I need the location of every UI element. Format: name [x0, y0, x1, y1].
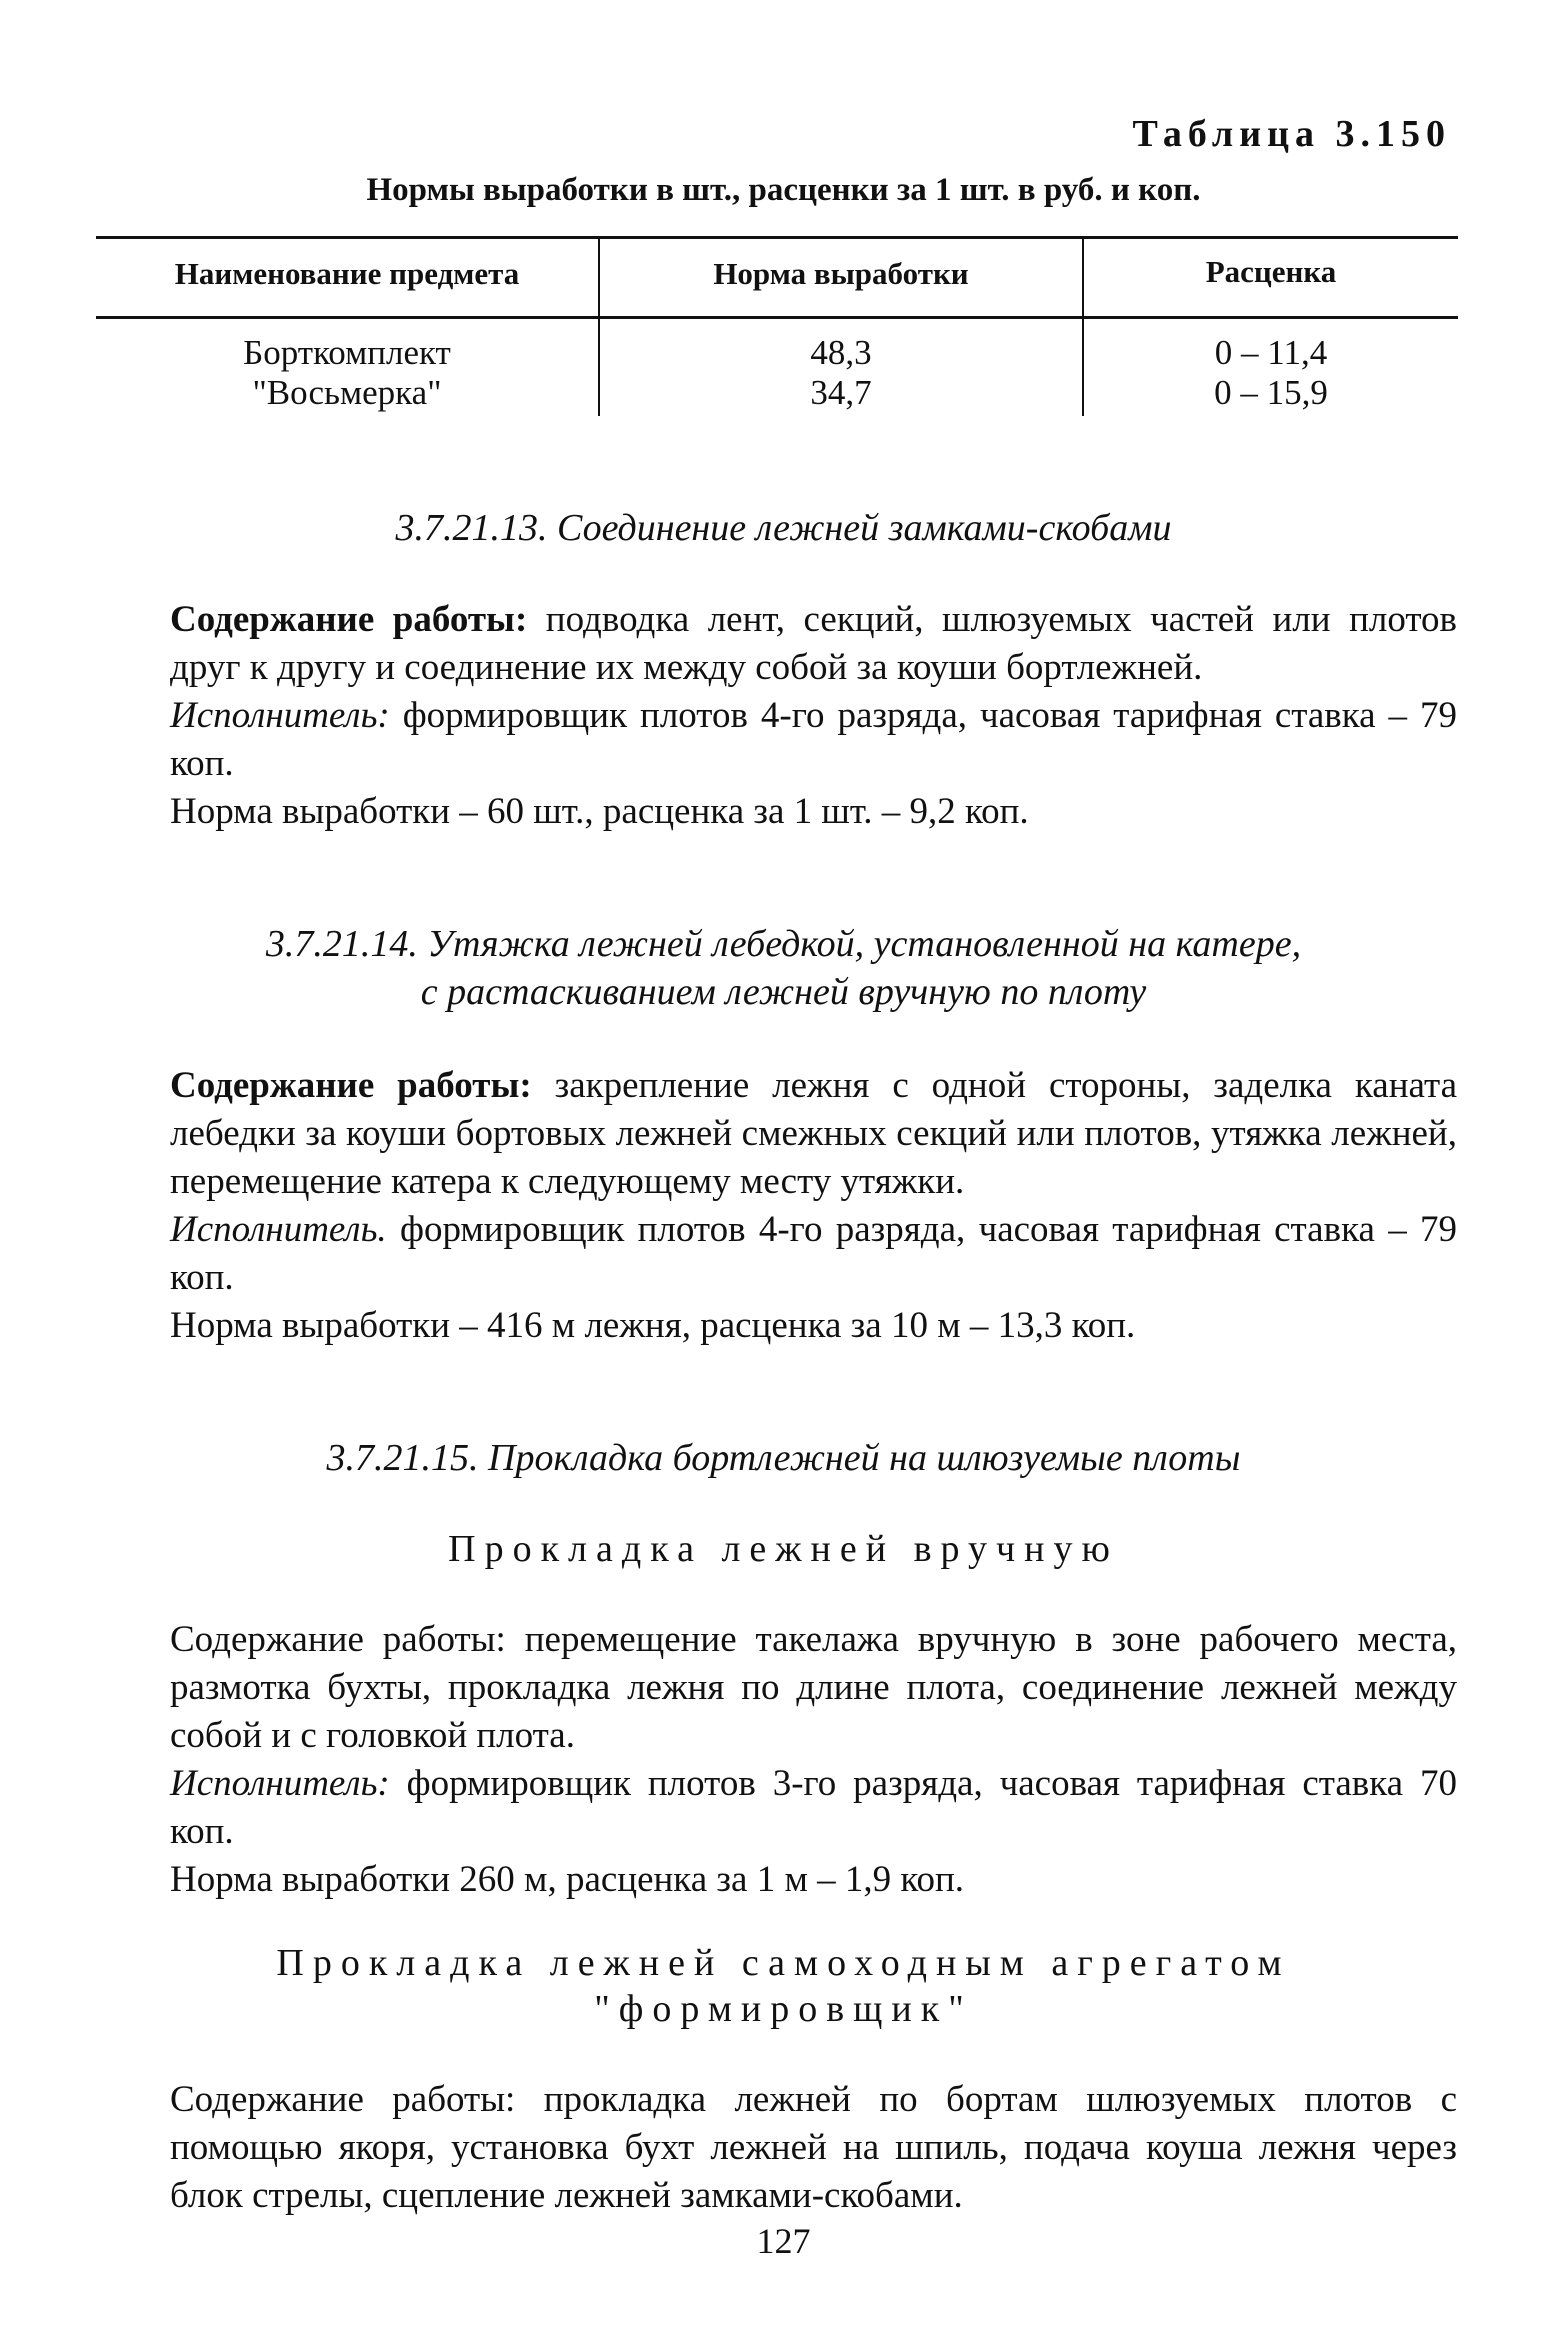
content-paragraph — [170, 596, 1457, 692]
norm-paragraph: Норма выработки 260 м, расценка за 1 м – 1,9 коп. — [170, 1859, 965, 1900]
table-cell: Борткомплект — [243, 333, 451, 372]
table-header-cell: Норма выработки — [713, 256, 969, 291]
executor-text: формировщик плотов 4-го разряда, часовая тарифная ставка – 79 коп. — [170, 1209, 1458, 1298]
executor-label: Исполнитель: — [170, 695, 390, 736]
content-text: перемещение такелажа вручную в зоне рабочего места, размотка бухты, прокладка лежня по длине плота, соединение лежней между собой и с головкой плота. — [170, 1619, 1457, 1756]
norm-paragraph: Норма выработки – 60 шт., расценка за 1 шт. – 9,2 коп. — [170, 791, 1029, 832]
executor-paragraph — [170, 1760, 1457, 1856]
table-header-rule — [96, 316, 1458, 319]
section-heading: с растаскиванием лежней вручную по плоту — [420, 971, 1147, 1013]
table-header-cell: Расценка — [1205, 254, 1337, 289]
section-heading: 3.7.21.14. Утяжка лежней лебедкой, установленной на катере, — [265, 923, 1302, 965]
content-text: подводка лент, секций, шлюзуемых частей или плотов друг к другу и соединение их между собой за коуши бортлежней. — [170, 599, 1458, 688]
executor-text: формировщик плотов 3-го разряда, часовая тарифная ставка 70 коп. — [170, 1763, 1457, 1852]
norm-paragraph: Норма выработки – 416 м лежня, расценка за 10 м – 13,3 коп. — [170, 1305, 1136, 1346]
table-header-cell: Наименование предмета — [174, 256, 520, 291]
content-paragraph — [170, 1616, 1457, 1760]
page-number: 127 — [756, 2221, 811, 2261]
section-body — [170, 1616, 1457, 1904]
content-label: Содержание работы: — [170, 1065, 532, 1106]
executor-paragraph — [170, 1206, 1457, 1302]
content-paragraph — [170, 1062, 1457, 1206]
table-cell: "Восьмерка" — [252, 373, 442, 412]
section-body — [170, 596, 1457, 836]
section-subheading: Прокладка лежней вручную — [448, 1528, 1119, 1570]
section-body — [170, 1062, 1457, 1350]
section-heading: 3.7.21.15. Прокладка бортлежней на шлюзуемые плоты — [326, 1437, 1241, 1479]
content-text: закрепление лежня с одной стороны, заделка каната лебедки за коуши бортовых лежней смежных секций или плотов, утяжка лежней, перемещение катера к следующему месту утяжки. — [170, 1065, 1458, 1202]
content-text: прокладка лежней по бортам шлюзуемых плотов с помощью якоря, установка бухт лежней на шпиль, подача коуша лежня через блок стрелы, сцепление лежней замками-скобами. — [170, 2079, 1458, 2216]
section-subheading: Прокладка лежней самоходным агрегатом — [276, 1942, 1291, 1984]
content-label: Содержание работы: — [170, 2079, 516, 2120]
section-body — [170, 2076, 1457, 2220]
table-number: Таблица 3.150 — [1132, 113, 1451, 155]
table-caption: Нормы выработки в шт., расценки за 1 шт. в руб. и коп. — [366, 172, 1201, 208]
content-label: Содержание работы: — [170, 599, 528, 640]
section-heading: 3.7.21.13. Соединение лежней замками-скобами — [395, 507, 1172, 549]
table-cell: 48,3 — [810, 333, 872, 372]
executor-paragraph — [170, 692, 1457, 788]
table-cell: 0 – 15,9 — [1214, 373, 1328, 412]
executor-label: Исполнитель. — [170, 1209, 387, 1250]
executor-text: формировщик плотов 4-го разряда, часовая тарифная ставка – 79 коп. — [170, 695, 1458, 784]
content-paragraph — [170, 2076, 1457, 2220]
table-top-rule — [96, 236, 1458, 239]
table-cell: 0 – 11,4 — [1214, 333, 1328, 372]
table-cell: 34,7 — [810, 373, 872, 412]
section-subheading: "формировщик" — [594, 1988, 973, 2030]
content-label: Содержание работы: — [170, 1619, 506, 1660]
executor-label: Исполнитель: — [170, 1763, 390, 1804]
